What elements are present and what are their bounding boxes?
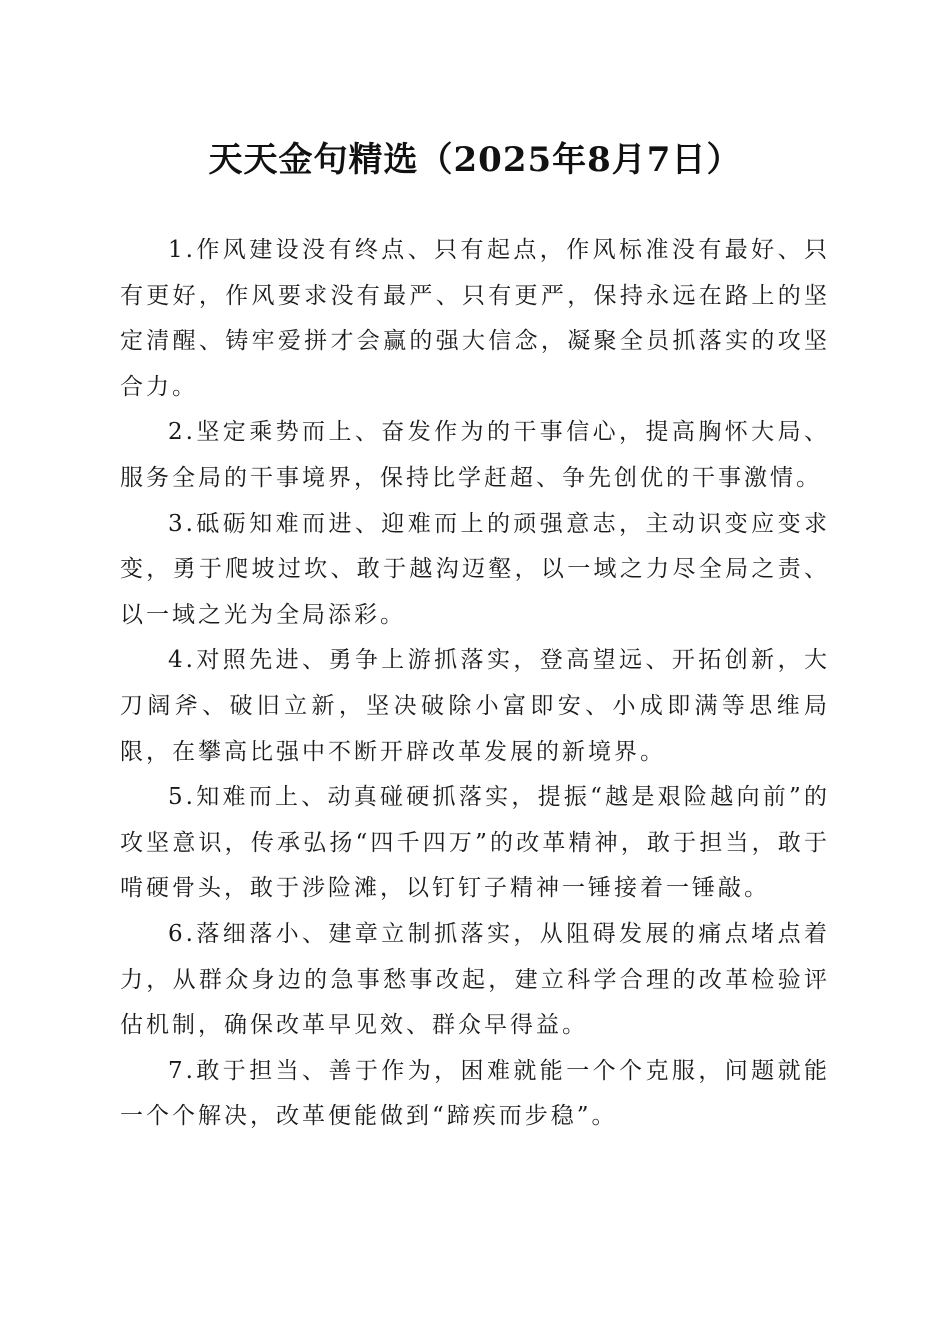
document-body bbox=[120, 228, 830, 1140]
page-title: 天天金句精选（2025年8月7日） bbox=[208, 140, 742, 180]
paragraph-4: 4.对照先进、勇争上游抓落实，登高望远、开拓创新，大刀阔斧、破旧立新，坚决破除小富即安、小成即满等思维局限，在攀高比强中不断开辟改革发展的新境界。 bbox=[120, 647, 830, 765]
paragraph-5: 5.知难而上、动真碰硬抓落实，提振“越是艰险越向前”的攻坚意识，传承弘扬“四千四万”的改革精神，敢于担当，敢于啃硬骨头，敢于涉险滩，以钉钉子精神一锤接着一锤敲。 bbox=[120, 784, 830, 902]
paragraph-7: 7.敢于担当、善于作为，困难就能一个个克服，问题就能一个个解决，改革便能做到“蹄疾而步稳”。 bbox=[120, 1057, 830, 1130]
paragraph-3: 3.砥砺知难而进、迎难而上的顽强意志，主动识变应变求变，勇于爬坡过坎、敢于越沟迈壑，以一域之力尽全局之责、以一域之光为全局添彩。 bbox=[120, 510, 830, 628]
paragraph-2: 2.坚定乘势而上、奋发作为的干事信心，提高胸怀大局、服务全局的干事境界，保持比学赶超、争先创优的干事激情。 bbox=[120, 419, 830, 491]
paragraph-1: 1.作风建设没有终点、只有起点，作风标准没有最好、只有更好，作风要求没有最严、只有更严，保持永远在路上的坚定清醒、铸牢爱拼才会赢的强大信念，凝聚全员抓落实的攻坚合力。 bbox=[120, 237, 830, 400]
paragraph-6: 6.落细落小、建章立制抓落实，从阻碍发展的痛点堵点着力，从群众身边的急事愁事改起，建立科学合理的改革检验评估机制，确保改革早见效、群众早得益。 bbox=[120, 920, 830, 1039]
